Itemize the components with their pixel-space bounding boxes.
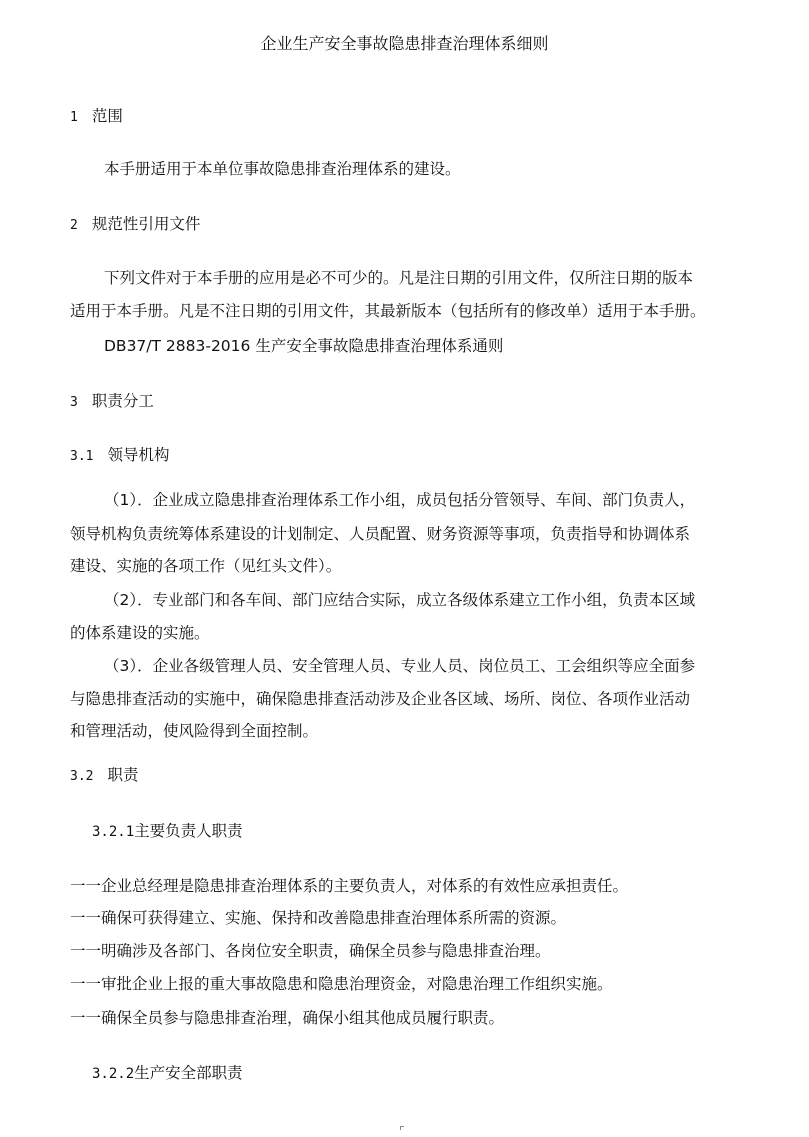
list-item: 一一企业总经理是隐患排查治理体系的主要负责人，对体系的有效性应承担责任。 (70, 877, 629, 895)
section-title: 主要负责人职责 (134, 822, 243, 840)
document-title: 企业生产安全事故隐患排查治理体系细则 (260, 34, 549, 53)
section-number: 3.2.1 (92, 824, 135, 840)
paragraph-line: 的体系建设的实施。 (70, 624, 210, 642)
list-item: 一一审批企业上报的重大事故隐患和隐患治理资金，对隐患治理工作组织实施。 (70, 975, 613, 993)
paragraph-line: （1）．企业成立隐患排查治理体系工作小组，成员包括分管领导、车间、部门负责人， (104, 491, 696, 509)
section-number: 1 (70, 110, 78, 125)
section-3-heading (70, 391, 154, 413)
paragraph-line: （2）．专业部门和各车间、部门应结合实际，成立各级体系建立工作小组，负责本区域 (104, 591, 696, 609)
section-title: 范围 (91, 107, 123, 125)
reference-standard: DB37/T 2883-2016 生产安全事故隐患排查治理体系通则 (104, 337, 504, 355)
list-item: 一一明确涉及各部门、各岗位安全职责，确保全员参与隐患排查治理。 (70, 942, 551, 960)
section-number: 3 (70, 395, 78, 410)
paragraph-line: （3）．企业各级管理人员、安全管理人员、专业人员、岗位员工、工会组织等应全面参 (104, 657, 696, 675)
subsection-3-2-2-heading (92, 1063, 243, 1084)
section-number: 3.2.2 (92, 1066, 135, 1082)
section-number: 2 (70, 218, 78, 233)
subsection-3-1-heading (70, 445, 170, 467)
paragraph-line: 领导机构负责统筹体系建设的计划制定、人员配置、财务资源等事项，负责指导和协调体系 (70, 525, 691, 543)
paragraph-line: 下列文件对于本手册的应用是必不可少的。凡是注日期的引用文件，仅所注日期的版本 (104, 269, 694, 287)
section-number: 3.1 (70, 449, 94, 464)
section-title: 职责分工 (91, 392, 154, 410)
section-title: 职责 (107, 766, 139, 784)
section-2-heading (70, 214, 200, 236)
section-1-heading (70, 106, 123, 128)
paragraph-line: 建设、实施的各项工作（见红头文件）。 (70, 557, 342, 575)
subsection-3-2-1-heading (92, 821, 243, 842)
paragraph-line: 和管理活动，使风险得到全面控制。 (70, 722, 319, 740)
page-corner-mark (400, 1126, 404, 1130)
subsection-3-2-heading (70, 765, 139, 787)
list-item: 一一确保可获得建立、实施、保持和改善隐患排查治理体系所需的资源。 (70, 909, 567, 927)
section-title: 规范性引用文件 (91, 215, 201, 233)
section-title: 生产安全部职责 (134, 1064, 243, 1082)
paragraph: 本手册适用于本单位事故隐患排查治理体系的建设。 (104, 160, 461, 178)
section-title: 领导机构 (107, 446, 170, 464)
list-item: 一一确保全员参与隐患排查治理，确保小组其他成员履行职责。 (70, 1009, 505, 1027)
section-number: 3.2 (70, 769, 94, 784)
paragraph-line: 适用于本手册。凡是不注日期的引用文件，其最新版本（包括所有的修改单）适用于本手册。 (70, 302, 706, 320)
paragraph-line: 与隐患排查活动的实施中，确保隐患排查活动涉及企业各区域、场所、岗位、各项作业活动 (70, 690, 691, 708)
